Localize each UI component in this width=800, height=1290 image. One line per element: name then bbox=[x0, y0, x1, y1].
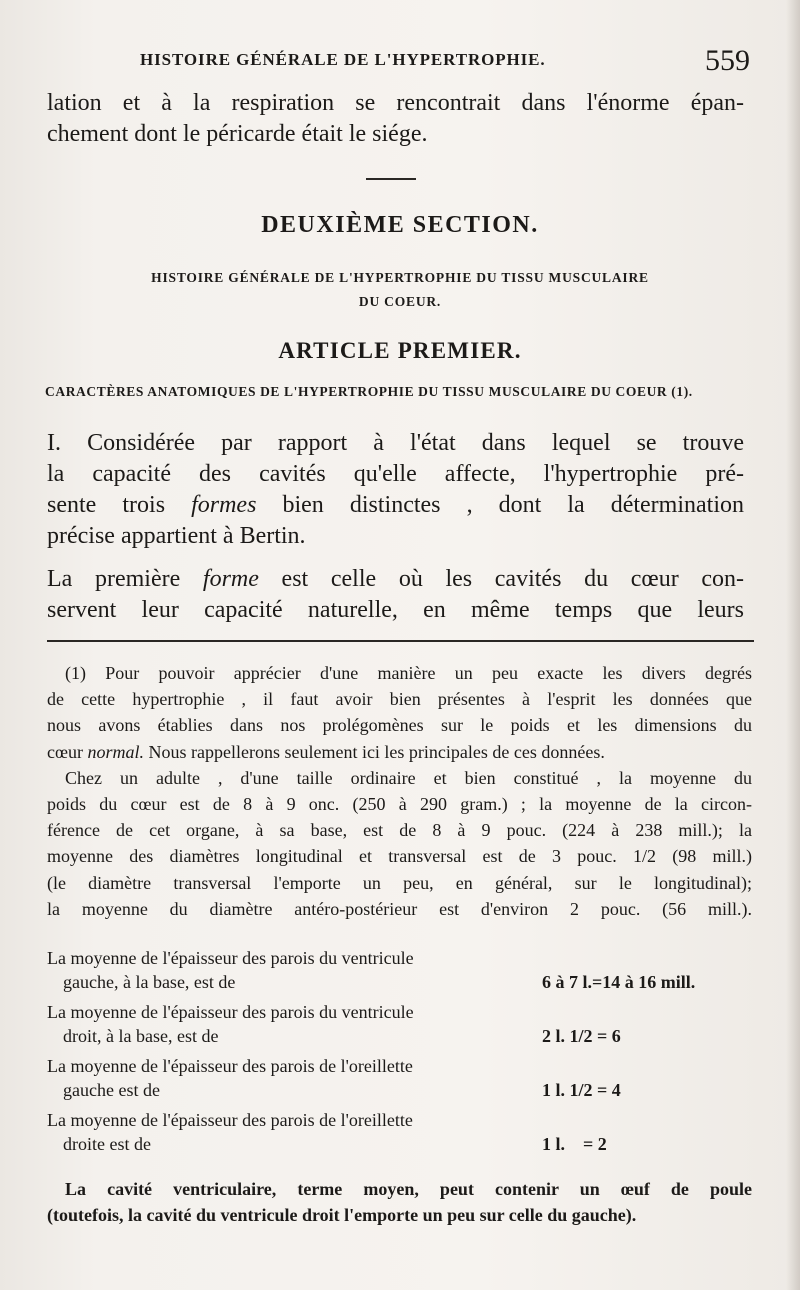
text-fragment: est celle où les cavités du cœur con- bbox=[258, 566, 744, 592]
footnote-line: (1) Pour pouvoir apprécier d'une manière un peu exacte les divers degrés bbox=[65, 663, 752, 683]
measurement-label-line: droit, à la base, est de bbox=[63, 1026, 219, 1046]
footnote bbox=[47, 660, 752, 922]
measurement-label bbox=[47, 1000, 547, 1048]
article-heading: CARACTÈRES ANATOMIQUES DE L'HYPERTROPHIE DU TISSU MUSCULAIRE DU COEUR (1). bbox=[45, 384, 693, 399]
footnote-line: (le diamètre transversal l'emporte un peu, en général, sur le longitudinal); bbox=[47, 872, 752, 893]
footnote-rule bbox=[47, 640, 754, 642]
text-fragment: cœur bbox=[47, 741, 88, 762]
article-title: ARTICLE PREMIER. bbox=[278, 338, 522, 363]
measurement-label-line: gauche est de bbox=[63, 1080, 160, 1100]
section-title: DEUXIÈME SECTION. bbox=[261, 212, 539, 238]
measurement-label-line: La moyenne de l'épaisseur des parois de l'oreillette bbox=[47, 1110, 413, 1130]
text-fragment: La première bbox=[47, 566, 203, 592]
measurement-row bbox=[47, 946, 752, 994]
measurement-label bbox=[47, 1108, 547, 1156]
text-line bbox=[47, 564, 744, 595]
italic-term: normal. bbox=[87, 741, 144, 762]
page-number: 559 bbox=[705, 44, 750, 77]
section-subtitle bbox=[70, 266, 730, 314]
page-edge-shadow bbox=[786, 0, 800, 1290]
section-divider bbox=[366, 178, 416, 180]
text-fragment: Nous rappellerons seulement ici les principales de ces données. bbox=[144, 741, 605, 762]
text-line: la capacité des cavités qu'elle affecte, l'hypertrophie pré- bbox=[47, 461, 744, 487]
text-line: servent leur capacité naturelle, en même temps que leurs bbox=[47, 597, 744, 623]
measurement-label-line: La moyenne de l'épaisseur des parois du ventricule bbox=[47, 948, 414, 968]
closing-paragraph bbox=[47, 1176, 752, 1228]
text-fragment: bien distinctes , dont la détermination bbox=[256, 492, 744, 518]
italic-term: forme bbox=[202, 566, 259, 592]
footnote-line: nous avons établies dans nos prolégomènes sur le poids et les dimensions du bbox=[47, 715, 752, 736]
footnote-line: moyenne des diamètres longitudinal et transversal est de 3 pouc. 1/2 (98 mill.) bbox=[47, 846, 752, 867]
measurement-label bbox=[47, 946, 547, 994]
section-subtitle-line: HISTOIRE GÉNÉRALE DE L'HYPERTROPHIE DU TISSU MUSCULAIRE bbox=[151, 270, 649, 285]
measurement-value: 6 à 7 l.=14 à 16 mill. bbox=[542, 972, 696, 992]
measurement-row bbox=[47, 1054, 752, 1102]
footnote-line: de cette hypertrophie , il faut avoir bien présentes à l'esprit les données que bbox=[47, 689, 752, 710]
paragraph-forms bbox=[47, 428, 744, 552]
italic-term: formes bbox=[191, 492, 257, 518]
running-head bbox=[140, 44, 750, 80]
measurement-label-line: La moyenne de l'épaisseur des parois de l'oreillette bbox=[47, 1056, 413, 1076]
footnote-line bbox=[47, 739, 752, 765]
section-subtitle-line: DU COEUR. bbox=[358, 294, 442, 309]
footnote-line: poids du cœur est de 8 à 9 onc. (250 à 290 gram.) ; la moyenne de la circon- bbox=[47, 794, 752, 815]
measurement-label-line: gauche, à la base, est de bbox=[63, 972, 236, 992]
measurement-label-line: droite est de bbox=[63, 1134, 151, 1154]
text-fragment: sente trois bbox=[47, 492, 192, 518]
text-line: précise appartient à Bertin. bbox=[47, 523, 306, 549]
measurement-value: 1 l. 1/2 = 4 bbox=[542, 1080, 621, 1100]
paragraph-first-form bbox=[47, 564, 744, 626]
measurement-label bbox=[47, 1054, 547, 1102]
footnote-line: Chez un adulte , d'une taille ordinaire et bien constitué , la moyenne du bbox=[65, 767, 752, 788]
intro-paragraph bbox=[47, 88, 744, 150]
footnote-line: férence de cet organe, à sa base, est de 8 à 9 pouc. (224 à 238 mill.); la bbox=[47, 820, 752, 841]
text-line: lation et à la respiration se rencontrait dans l'énorme épan- bbox=[47, 90, 744, 116]
measurement-row bbox=[47, 1108, 752, 1156]
measurement-label-line: La moyenne de l'épaisseur des parois du ventricule bbox=[47, 1002, 414, 1022]
measurement-value: 2 l. 1/2 = 6 bbox=[542, 1026, 621, 1046]
footnote-line: la moyenne du diamètre antéro-postérieur est d'environ 2 pouc. (56 mill.). bbox=[47, 898, 752, 919]
text-line: La cavité ventriculaire, terme moyen, peut contenir un œuf de poule bbox=[65, 1179, 752, 1199]
text-line: chement dont le péricarde était le siége. bbox=[47, 121, 428, 147]
measurement-row bbox=[47, 1000, 752, 1048]
text-line bbox=[47, 490, 744, 521]
measurement-value: 1 l. = 2 bbox=[542, 1134, 607, 1154]
text-line: (toutefois, la cavité du ventricule droit l'emporte un peu sur celle du gauche). bbox=[47, 1205, 637, 1225]
running-title: HISTOIRE GÉNÉRALE DE L'HYPERTROPHIE. bbox=[140, 50, 546, 69]
text-line: I. Considérée par rapport à l'état dans lequel se trouve bbox=[47, 430, 744, 456]
